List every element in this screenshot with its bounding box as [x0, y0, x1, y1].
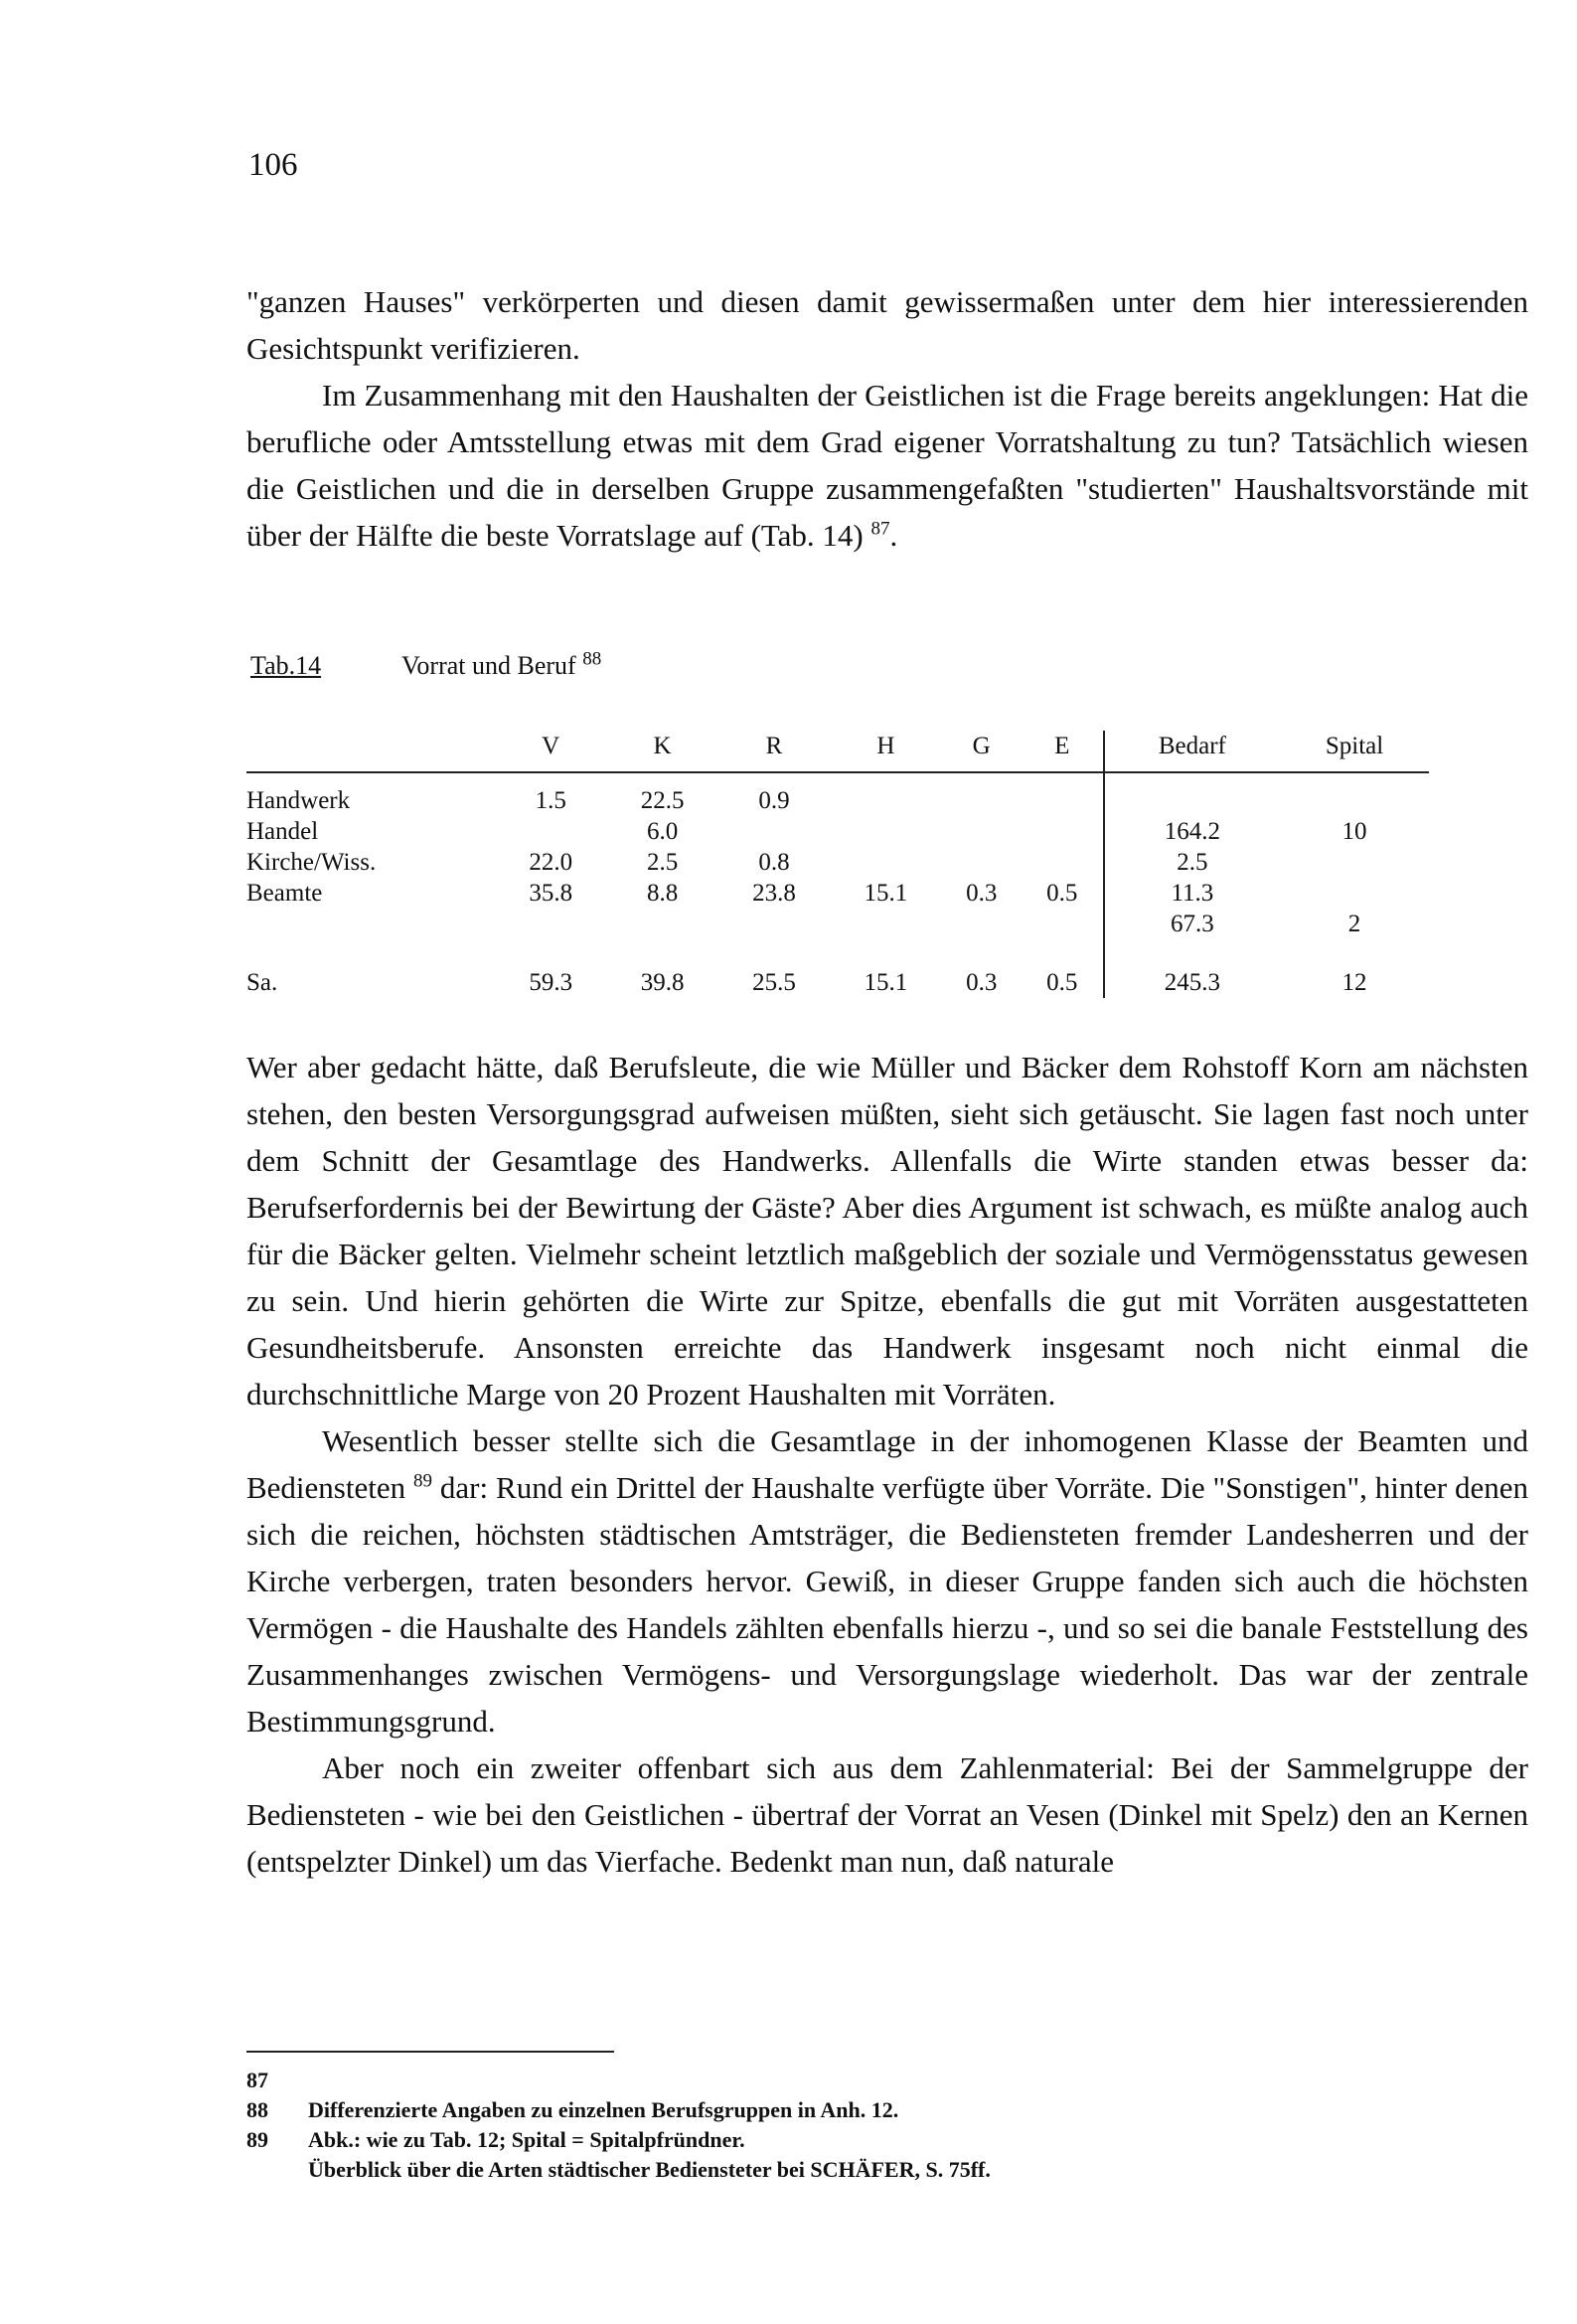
- header-blank: [246, 731, 495, 772]
- cell: [1280, 878, 1429, 909]
- cell: 35.8: [529, 880, 573, 907]
- main-text: [246, 1044, 1528, 1885]
- cell: [942, 847, 1022, 878]
- cell: [830, 909, 941, 939]
- cell: [830, 816, 941, 847]
- paragraph-2-tail: .: [889, 518, 898, 553]
- cell: [1280, 847, 1429, 878]
- sum-cell: 245.3: [1104, 939, 1280, 998]
- cell: [606, 909, 717, 939]
- header-bedarf: Bedarf: [1104, 731, 1280, 772]
- sum-cell: 0.3: [966, 969, 998, 996]
- paragraph-3: Wer aber gedacht hätte, daß Berufsleute, die wie Müller und Bäcker dem Rohstoff Korn am nächsten stehen, den besten Versorgungsgrad aufweisen müßten, sieht sich getäuscht. Sie lagen fast noch unter dem Schnitt der Gesamtlage des Handwerks. Allenfalls die Wirte standen etwas besser da: Berufserfordernis bei der Bewirtung der Gäste? Aber dies Argument ist schwach, es müßte analog auch für die Bäcker gelten. Vielmehr scheint letztlich maßgeblich der soziale und Vermögensstatus gewesen zu sein. Und hierin gehörten die Wirte zur Spitze, ebenfalls die gut mit Vorräten ausgestatteten Gesundheitsberufe. Ansonsten erreichte das Handwerk insgesamt noch nicht einmal die durchschnittliche Marge von 20 Prozent Haushalten mit Vorräten.: [246, 1050, 1528, 1411]
- cell: [1022, 847, 1104, 878]
- row-label: Handel: [246, 818, 319, 845]
- cell: 0.5: [1046, 880, 1078, 907]
- paragraph-4-text-before: Wesentlich besser stellte sich die Gesamtlage in der inhomogenen Klasse der Beamten und Bediensteten: [246, 1423, 1528, 1505]
- paragraph-2: [246, 372, 1528, 559]
- header-r: R: [765, 733, 783, 759]
- data-table: [246, 731, 1429, 998]
- table-title-text: Vorrat und Beruf: [401, 651, 576, 680]
- cell: 2.5: [646, 849, 679, 876]
- paragraph-4-text-after: dar: Rund ein Drittel der Haushalte verfügte über Vorräte. Die "Sonstigen", hinter denen sich die reichen, höchsten städtischen Amtsträger, die Bediensteten fremder Landesherren und der Kirche verbergen, traten besonders hervor. Gewiß, in dieser Gruppe fanden sich auch die höchsten Vermögen - die Haushalte des Handels zählten ebenfalls hierzu -, und so sei die banale Feststellung des Zusammenhanges zwischen Vermögens- und Versorgungslage wiederholt. Das war der zentrale Bestimmungsgrund.: [246, 1470, 1529, 1739]
- table-header-row: [246, 731, 1429, 772]
- header-v: V: [542, 733, 560, 759]
- sum-cell: 59.3: [529, 969, 573, 996]
- cell: 0.9: [758, 787, 790, 814]
- cell: [1022, 816, 1104, 847]
- footnote-text: Abk.: wie zu Tab. 12; Spital = Spitalpfründner.: [308, 2127, 745, 2152]
- footnote-text: Differenzierte Angaben zu einzelnen Berufsgruppen in Anh. 12.: [308, 2097, 899, 2122]
- table-label: Tab.14: [250, 651, 322, 680]
- cell: 22.0: [529, 849, 573, 876]
- sum-cell: 0.5: [1046, 969, 1078, 996]
- cell: 11.3: [1104, 878, 1280, 909]
- cell: 164.2: [1104, 816, 1280, 847]
- header-spital: Spital: [1325, 733, 1384, 759]
- row-label: Kirche/Wiss.: [246, 849, 377, 876]
- table-row: [246, 816, 1429, 847]
- footnote-text: Überblick über die Arten städtischer Bediensteter bei SCHÄFER, S. 75ff.: [308, 2157, 991, 2182]
- sum-cell: 12: [1341, 969, 1367, 996]
- intro-text: [246, 278, 1528, 559]
- cell: 0.3: [966, 880, 998, 907]
- header-e: E: [1054, 733, 1070, 759]
- footnote-number: 88: [246, 2097, 268, 2122]
- cell: 8.8: [646, 880, 679, 907]
- cell: [495, 909, 606, 939]
- sum-cell: 15.1: [864, 969, 908, 996]
- sum-cell: 39.8: [640, 969, 685, 996]
- footnote-number: 89: [246, 2127, 268, 2152]
- cell: [830, 847, 941, 878]
- cell: 67.3: [1104, 909, 1280, 939]
- paragraph-2-text: Im Zusammenhang mit den Haushalten der Geistlichen ist die Frage bereits angeklungen: Hat die berufliche oder Amtsstellung etwas mit dem Grad eigener Vorratshaltung zu tun? Tatsächlich wiesen die Geistlichen und die in derselben Gruppe zusammengefaßten "studierten" Haushaltsvorstände mit über der Hälfte die beste Vorratslage auf (Tab. 14): [246, 378, 1528, 553]
- cell: 1.5: [535, 787, 566, 814]
- cell: [1022, 909, 1104, 939]
- footnote-ref-88[interactable]: 88: [582, 648, 602, 670]
- table-row: [246, 909, 1429, 939]
- table-sum-row: [246, 939, 1429, 998]
- row-label: Beamte: [246, 880, 323, 907]
- cell: [1022, 772, 1104, 816]
- header-g: G: [972, 733, 991, 759]
- table-title: [401, 648, 602, 681]
- cell: [718, 909, 830, 939]
- cell: 2: [1347, 911, 1361, 937]
- cell: 2.5: [1104, 847, 1280, 878]
- table-row: [246, 772, 1429, 816]
- sum-label: Sa.: [246, 969, 278, 996]
- cell: 22.5: [640, 787, 685, 814]
- paragraph-4: [246, 1417, 1528, 1744]
- cell: 10: [1341, 818, 1367, 845]
- cell: 6.0: [646, 818, 679, 845]
- row-label: [246, 909, 495, 939]
- cell: [495, 816, 606, 847]
- cell: [718, 816, 830, 847]
- footnote-ref-87[interactable]: 87: [870, 518, 890, 540]
- cell: 0.8: [758, 849, 790, 876]
- cell: [942, 816, 1022, 847]
- header-h: H: [876, 733, 895, 759]
- cell: 15.1: [864, 880, 908, 907]
- cell: [942, 772, 1022, 816]
- table-caption: [250, 648, 602, 681]
- footnote-ref-89[interactable]: 89: [413, 1470, 433, 1492]
- footnote-number: 87: [246, 2068, 268, 2092]
- cell: [1104, 772, 1280, 816]
- sum-cell: 25.5: [752, 969, 796, 996]
- cell: [942, 909, 1022, 939]
- cell: [830, 772, 941, 816]
- paragraph-1: "ganzen Hauses" verkörperten und diesen damit gewissermaßen unter dem hier interessierenden Gesichtspunkt verifizieren.: [246, 284, 1528, 366]
- table-row: [246, 847, 1429, 878]
- cell: 23.8: [752, 880, 796, 907]
- paragraph-5: Aber noch ein zweiter offenbart sich aus dem Zahlenmaterial: Bei der Sammelgruppe der Bediensteten - wie bei den Geistlichen - übertraf der Vorrat an Vesen (Dinkel mit Spelz) den an Kernen (entspelzter Dinkel) um das Vierfache. Bedenkt man nun, daß naturale: [246, 1750, 1528, 1879]
- row-label: Handwerk: [246, 787, 351, 814]
- header-k: K: [653, 733, 672, 759]
- footnote-divider: [246, 2051, 614, 2053]
- table-row: [246, 878, 1429, 909]
- cell: [1280, 772, 1429, 816]
- page-number: 106: [248, 147, 298, 183]
